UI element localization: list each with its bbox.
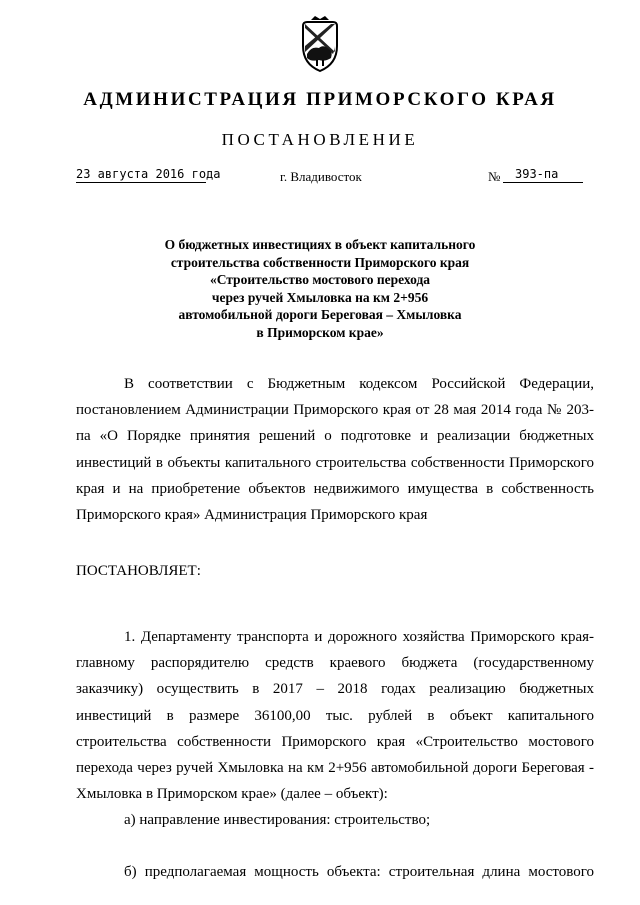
- document-city: г. Владивосток: [280, 169, 362, 184]
- document-title: [120, 236, 520, 341]
- coat-of-arms-icon: [297, 16, 343, 74]
- title-line: через ручей Хмыловка на км 2+956: [211, 289, 429, 305]
- title-line: строительства собственности Приморского края: [170, 254, 470, 270]
- item-1b-paragraph: б) предполагаемая мощность объекта: строительная длина мостового: [124, 864, 594, 880]
- document-number: 393-па: [503, 167, 583, 183]
- title-line: автомобильной дороги Береговая – Хмыловка: [178, 307, 462, 322]
- document-date: 23 августа 2016 года: [76, 167, 221, 181]
- item-1-paragraph: 1. Департаменту транспорта и дорожного хозяйства Приморского края-главному распорядителю средств краевого бюджета (государственному заказчику) осуществить в 2017 – 2018 годах реализацию бюджетных инвестиций в размере 36100,00 тыс. рублей в объект капитального строительства собственности Приморского края «Строительство мостового перехода через ручей Хмыловка на км 2+956 автомобильной дороги Береговая - Хмыловка в Приморском крае» (далее – объект):: [76, 629, 594, 803]
- document-type: ПОСТАНОВЛЕНИЕ: [221, 130, 419, 149]
- item-1a-paragraph: а) направление инвестирования: строительство;: [124, 812, 431, 828]
- title-line: «Строительство мостового перехода: [209, 272, 431, 287]
- number-label: №: [488, 169, 501, 184]
- decree-heading: ПОСТАНОВЛЯЕТ:: [76, 563, 201, 579]
- title-line: О бюджетных инвестициях в объект капитального: [164, 237, 476, 252]
- title-line: в Приморском крае»: [256, 324, 384, 340]
- preamble-paragraph: В соответствии с Бюджетным кодексом Российской Федерации, постановлением Администрации Приморского края от 28 мая 2014 года № 203-па «О Порядке принятия решений о подготовке и реализации бюджетных инвестиций в объекты капитального строительства собственности Приморского края и на приобретение объектов недвижимого имущества в собственность Приморского края» Администрация Приморского края: [76, 376, 594, 524]
- agency-name: АДМИНИСТРАЦИЯ ПРИМОРСКОГО КРАЯ: [83, 89, 557, 110]
